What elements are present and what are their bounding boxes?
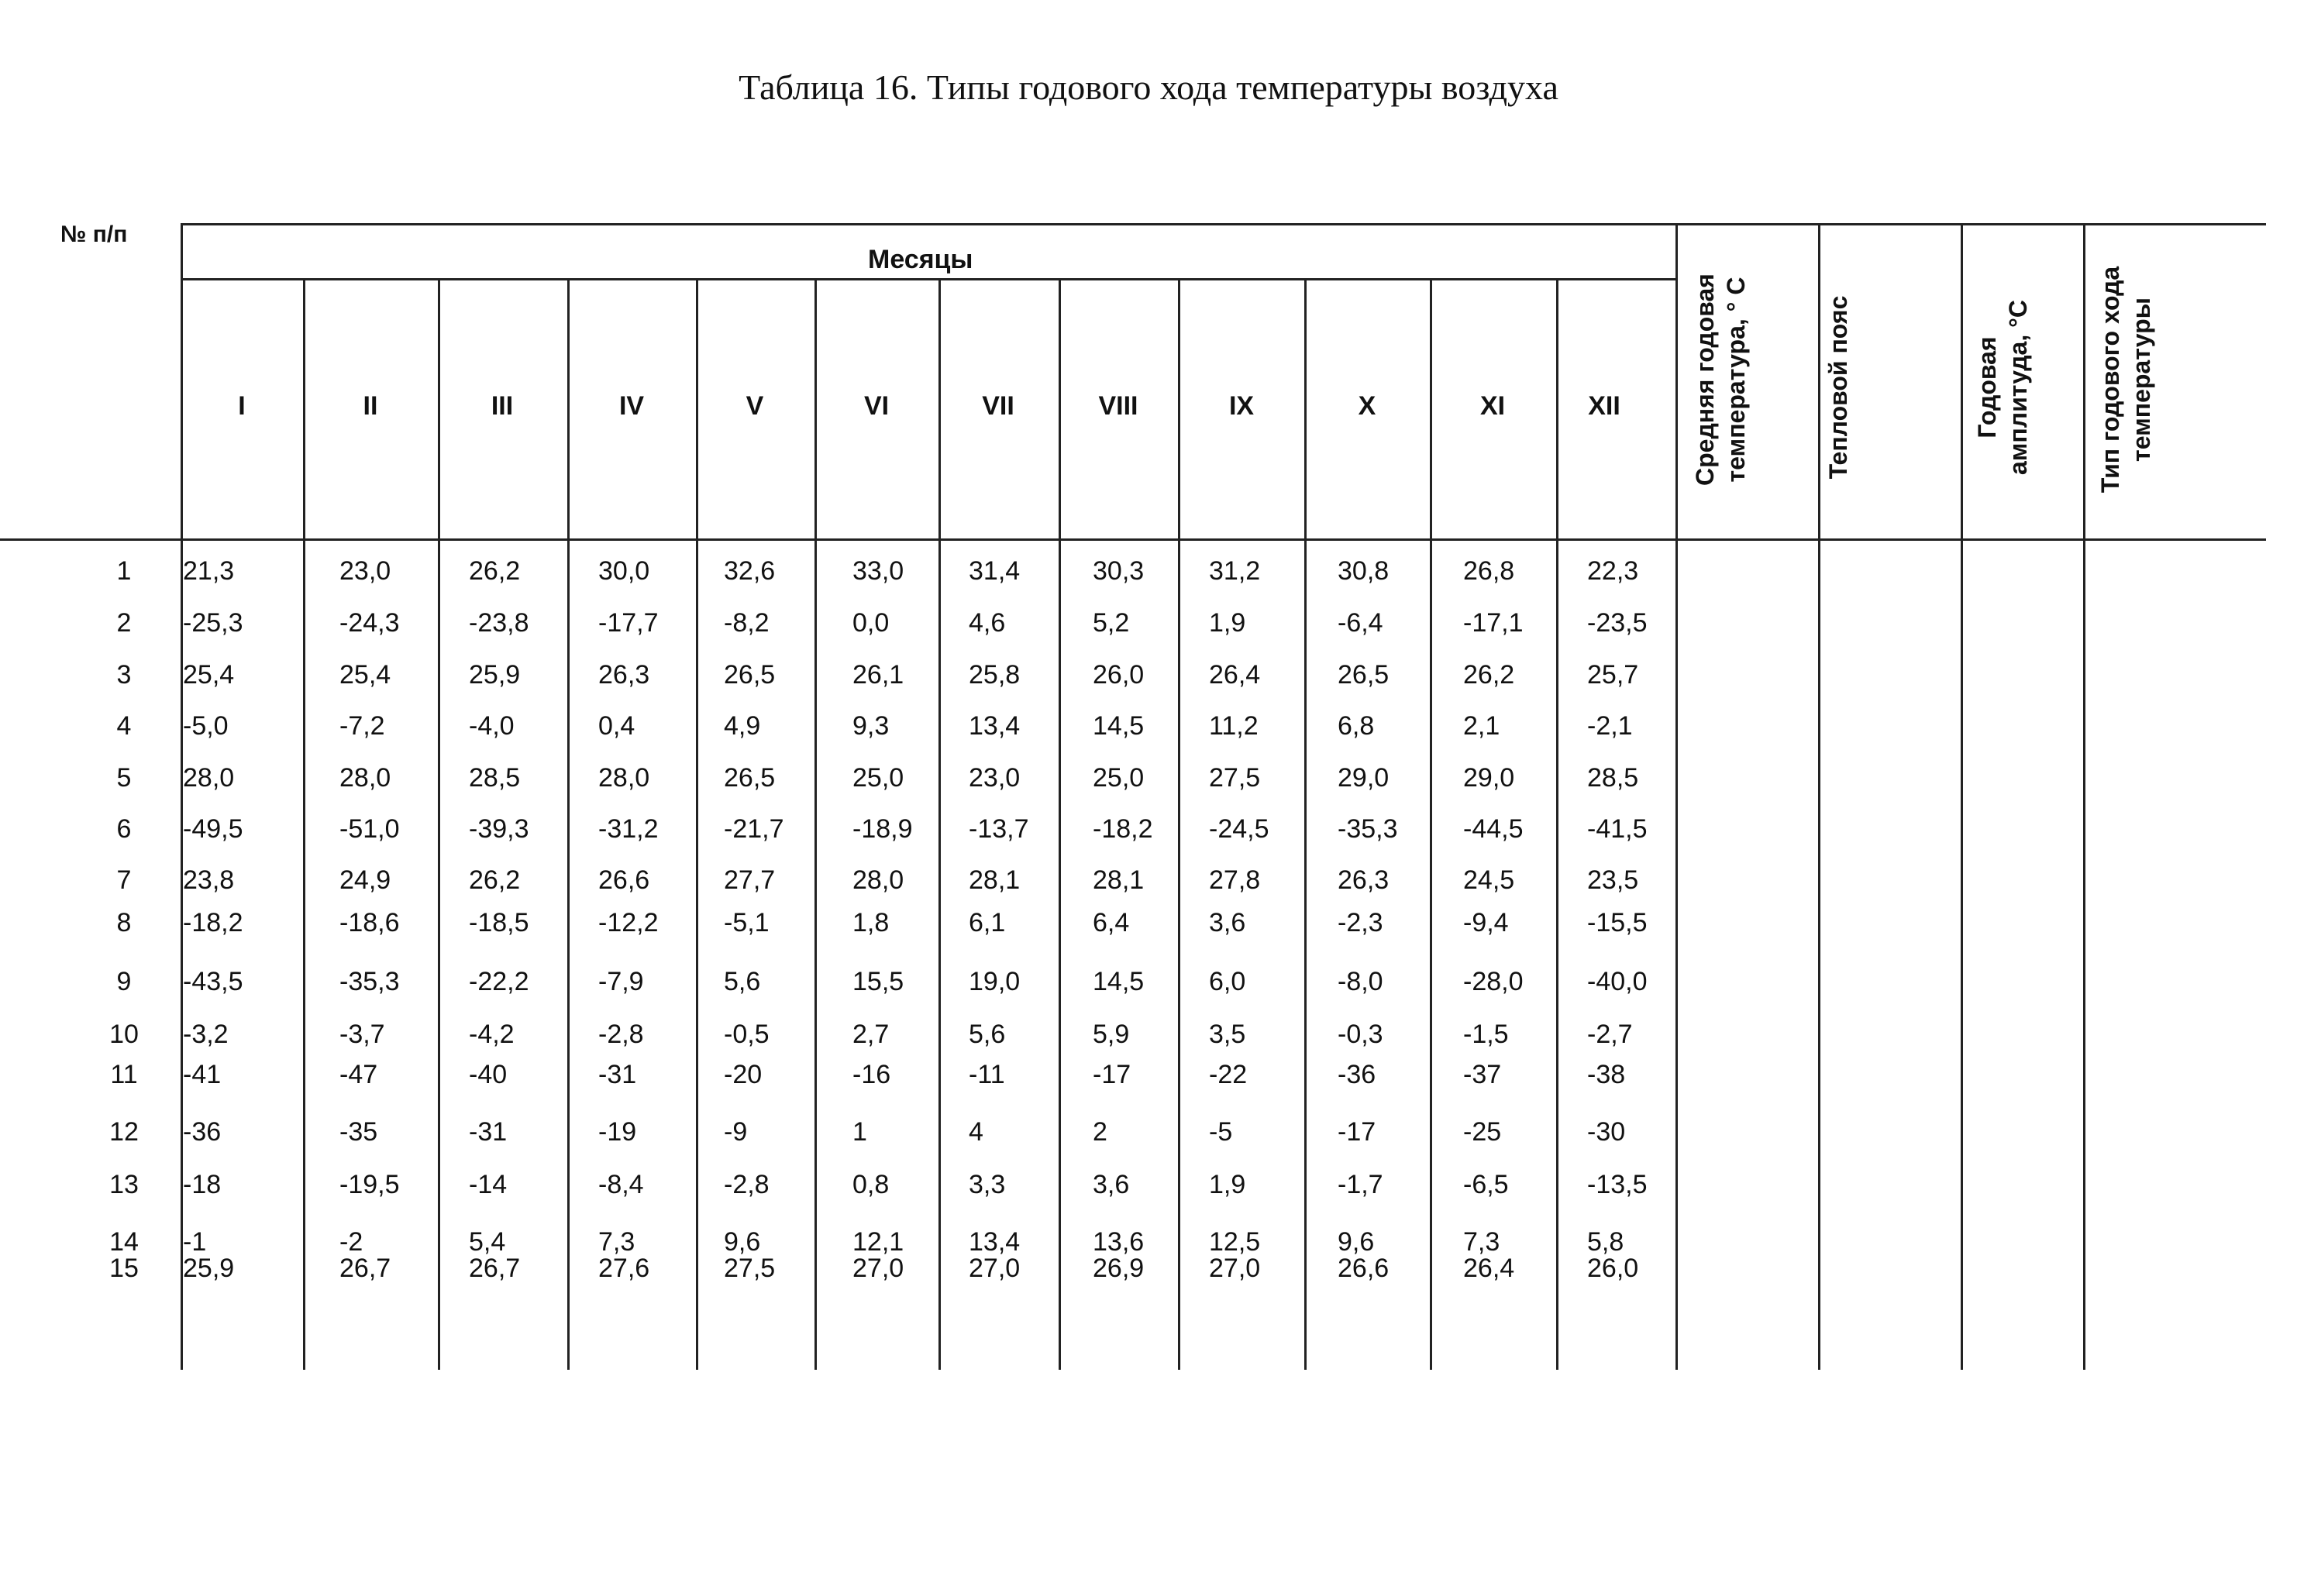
- table-cell: 26,4: [1209, 660, 1261, 690]
- col-divider: [1818, 223, 1820, 1370]
- table-cell: 27,8: [1209, 865, 1261, 895]
- table-title: Таблица 16. Типы годового хода температуры воздуха: [739, 67, 1558, 107]
- table-cell: -31,2: [598, 814, 659, 844]
- table-cell: -17,7: [598, 608, 659, 638]
- table-cell: -18,9: [852, 814, 913, 844]
- table-cell: -18,6: [339, 908, 400, 937]
- table-cell: 28,1: [969, 865, 1021, 895]
- table-cell: 7,3: [598, 1227, 635, 1257]
- table-cell: -19,5: [339, 1170, 400, 1199]
- table-cell: 1,9: [1209, 1170, 1246, 1199]
- table-cell: 4,6: [969, 608, 1006, 638]
- table-cell: 25,0: [1093, 763, 1145, 793]
- table-cell: -6,4: [1338, 608, 1383, 638]
- table-cell: -7,2: [339, 711, 385, 741]
- table-cell: -5,1: [724, 908, 770, 937]
- table-cell: 21,3: [183, 556, 235, 586]
- month-col-divider: [1304, 278, 1307, 1370]
- table-cell: -22: [1209, 1060, 1248, 1089]
- table-cell: 5,8: [1587, 1227, 1624, 1257]
- row-number: 6: [116, 814, 132, 844]
- table-cell: 26,5: [1338, 660, 1390, 690]
- table-cell: -4,0: [469, 711, 515, 741]
- table-top-rule: [181, 223, 2266, 225]
- table-cell: 14,5: [1093, 711, 1145, 741]
- table-cell: 9,6: [724, 1227, 761, 1257]
- table-cell: 25,9: [183, 1254, 235, 1283]
- row-number: 13: [109, 1170, 139, 1199]
- table-cell: -9: [724, 1117, 748, 1147]
- table-cell: 0,0: [852, 608, 890, 638]
- table-cell: -19: [598, 1117, 637, 1147]
- thermal-belt-header: Тепловой пояс: [1824, 295, 1852, 480]
- row-number: 1: [116, 556, 132, 586]
- table-cell: 3,5: [1209, 1020, 1246, 1049]
- table-cell: -11: [969, 1060, 1005, 1089]
- annual-amplitude-header: Годовая амплитуда, °С: [1973, 299, 2032, 476]
- table-cell: 25,0: [852, 763, 904, 793]
- table-cell: 28,5: [469, 763, 521, 793]
- table-cell: 12,1: [852, 1227, 904, 1257]
- table-cell: 26,3: [598, 660, 650, 690]
- table-cell: 6,0: [1209, 967, 1246, 996]
- table-cell: 23,5: [1587, 865, 1639, 895]
- table-cell: 26,5: [724, 763, 776, 793]
- header-bottom-rule: [0, 538, 2266, 541]
- table-cell: 25,9: [469, 660, 521, 690]
- table-cell: 4: [969, 1117, 983, 1147]
- table-cell: -40,0: [1587, 967, 1648, 996]
- month-header: XI: [1479, 391, 1506, 421]
- month-col-divider: [814, 278, 817, 1370]
- table-cell: 27,0: [969, 1254, 1021, 1283]
- table-cell: 2,7: [852, 1020, 890, 1049]
- table-cell: -25: [1463, 1117, 1502, 1147]
- table-cell: 25,8: [969, 660, 1021, 690]
- table-cell: -41: [183, 1060, 222, 1089]
- table-cell: -1,7: [1338, 1170, 1383, 1199]
- row-number: 10: [109, 1020, 139, 1049]
- table-cell: -13,5: [1587, 1170, 1648, 1199]
- table-cell: -17: [1338, 1117, 1376, 1147]
- month-header: XII: [1588, 391, 1620, 421]
- table-cell: -38: [1587, 1060, 1626, 1089]
- table-cell: 1,9: [1209, 608, 1246, 638]
- months-subheader-rule: [181, 278, 1675, 280]
- table-cell: -35: [339, 1117, 378, 1147]
- table-cell: 5,6: [969, 1020, 1006, 1049]
- table-cell: 4,9: [724, 711, 761, 741]
- table-cell: 5,4: [469, 1227, 506, 1257]
- col-divider: [2083, 223, 2085, 1370]
- table-cell: 13,4: [969, 711, 1021, 741]
- month-header: VI: [863, 391, 890, 421]
- month-col-divider: [1556, 278, 1558, 1370]
- table-cell: -8,0: [1338, 967, 1383, 996]
- table-cell: -43,5: [183, 967, 243, 996]
- table-cell: -24,5: [1209, 814, 1269, 844]
- table-cell: 5,6: [724, 967, 761, 996]
- table-cell: -49,5: [183, 814, 243, 844]
- table-cell: 28,0: [183, 763, 235, 793]
- month-header: V: [746, 391, 764, 421]
- table-cell: -8,2: [724, 608, 770, 638]
- table-cell: 28,1: [1093, 865, 1145, 895]
- table-cell: 30,3: [1093, 556, 1145, 586]
- table-cell: -6,5: [1463, 1170, 1509, 1199]
- table-cell: 23,0: [339, 556, 391, 586]
- table-cell: -13,7: [969, 814, 1029, 844]
- table-cell: -31: [598, 1060, 637, 1089]
- table-cell: 26,8: [1463, 556, 1515, 586]
- table-cell: -15,5: [1587, 908, 1648, 937]
- table-cell: 25,4: [183, 660, 235, 690]
- table-cell: -5: [1209, 1117, 1233, 1147]
- table-cell: -17: [1093, 1060, 1131, 1089]
- months-header: Месяцы: [868, 245, 973, 274]
- table-cell: 12,5: [1209, 1227, 1261, 1257]
- month-header: VIII: [1098, 391, 1138, 421]
- table-cell: -2,3: [1338, 908, 1383, 937]
- table-cell: 26,2: [1463, 660, 1515, 690]
- table-cell: -44,5: [1463, 814, 1524, 844]
- table-cell: -35,3: [339, 967, 400, 996]
- row-number: 4: [116, 711, 132, 741]
- table-cell: 6,4: [1093, 908, 1130, 937]
- table-cell: 22,3: [1587, 556, 1639, 586]
- table-cell: 27,5: [1209, 763, 1261, 793]
- table-cell: 30,0: [598, 556, 650, 586]
- month-header: VII: [982, 391, 1014, 421]
- table-cell: 23,8: [183, 865, 235, 895]
- month-header: IV: [618, 391, 645, 421]
- col-divider: [1961, 223, 1963, 1370]
- table-cell: -18,2: [1093, 814, 1153, 844]
- row-number: 2: [116, 608, 132, 638]
- table-cell: 24,9: [339, 865, 391, 895]
- table-cell: -4,2: [469, 1020, 515, 1049]
- table-cell: -3,2: [183, 1020, 229, 1049]
- table-cell: -31: [469, 1117, 508, 1147]
- table-cell: 7,3: [1463, 1227, 1500, 1257]
- table-cell: -18: [183, 1170, 222, 1199]
- table-cell: 14,5: [1093, 967, 1145, 996]
- table-cell: 29,0: [1338, 763, 1390, 793]
- month-col-divider: [438, 278, 440, 1370]
- table-cell: 28,0: [598, 763, 650, 793]
- month-col-divider: [1059, 278, 1061, 1370]
- number-column-header: № п/п: [60, 222, 128, 247]
- table-cell: 30,8: [1338, 556, 1390, 586]
- table-cell: 6,8: [1338, 711, 1375, 741]
- table-cell: -51,0: [339, 814, 400, 844]
- table-cell: 26,0: [1587, 1254, 1639, 1283]
- table-cell: -40: [469, 1060, 508, 1089]
- row-number: 7: [116, 865, 132, 895]
- table-cell: 26,6: [598, 865, 650, 895]
- table-cell: 26,6: [1338, 1254, 1390, 1283]
- table-cell: 31,2: [1209, 556, 1261, 586]
- table-cell: 26,3: [1338, 865, 1390, 895]
- col-divider: [1675, 223, 1678, 1370]
- row-number: 12: [109, 1117, 139, 1147]
- table-cell: -17,1: [1463, 608, 1524, 638]
- table-cell: -39,3: [469, 814, 529, 844]
- table-cell: -14: [469, 1170, 508, 1199]
- table-cell: 6,1: [969, 908, 1006, 937]
- table-cell: -2,1: [1587, 711, 1633, 741]
- table-cell: -1,5: [1463, 1020, 1509, 1049]
- table-cell: -2,7: [1587, 1020, 1633, 1049]
- table-cell: -28,0: [1463, 967, 1524, 996]
- table-cell: 27,0: [852, 1254, 904, 1283]
- table-cell: 3,6: [1209, 908, 1246, 937]
- table-cell: 25,7: [1587, 660, 1639, 690]
- table-cell: 13,4: [969, 1227, 1021, 1257]
- table-cell: -20: [724, 1060, 763, 1089]
- table-cell: -5,0: [183, 711, 229, 741]
- month-header: III: [491, 391, 514, 421]
- table-cell: -2: [339, 1227, 363, 1257]
- course-type-header: Тип годового хода температуры: [2096, 266, 2155, 494]
- table-cell: 28,0: [852, 865, 904, 895]
- table-cell: 27,6: [598, 1254, 650, 1283]
- avg-temperature-header: Средняя годовая температура, ° С: [1691, 273, 1750, 486]
- table-cell: 26,9: [1093, 1254, 1145, 1283]
- table-cell: 31,4: [969, 556, 1021, 586]
- table-cell: -37: [1463, 1060, 1502, 1089]
- table-cell: -36: [1338, 1060, 1376, 1089]
- table-cell: 26,1: [852, 660, 904, 690]
- table-cell: 2: [1093, 1117, 1107, 1147]
- table-cell: 11,2: [1209, 711, 1259, 741]
- table-cell: -25,3: [183, 608, 243, 638]
- table-cell: 2,1: [1463, 711, 1500, 741]
- table-cell: 24,5: [1463, 865, 1515, 895]
- month-header: X: [1358, 391, 1376, 421]
- row-number: 15: [109, 1254, 139, 1283]
- table-cell: -16: [852, 1060, 891, 1089]
- table-cell: 3,6: [1093, 1170, 1130, 1199]
- month-col-divider: [303, 278, 305, 1370]
- table-cell: 29,0: [1463, 763, 1515, 793]
- table-cell: -18,2: [183, 908, 243, 937]
- table-cell: -18,5: [469, 908, 529, 937]
- table-cell: 0,8: [852, 1170, 890, 1199]
- table-cell: -1: [183, 1227, 207, 1257]
- table-cell: 32,6: [724, 556, 776, 586]
- table-cell: 5,9: [1093, 1020, 1130, 1049]
- table-cell: 25,4: [339, 660, 391, 690]
- month-col-divider: [938, 278, 941, 1370]
- table-cell: 28,0: [339, 763, 391, 793]
- table-cell: -3,7: [339, 1020, 385, 1049]
- row-number: 14: [109, 1227, 139, 1257]
- table-cell: 26,0: [1093, 660, 1145, 690]
- table-cell: 5,2: [1093, 608, 1130, 638]
- table-cell: 26,2: [469, 865, 521, 895]
- table-cell: 26,7: [339, 1254, 391, 1283]
- table-cell: -47: [339, 1060, 378, 1089]
- table-cell: 26,2: [469, 556, 521, 586]
- table-cell: 27,7: [724, 865, 776, 895]
- row-number: 11: [110, 1060, 138, 1089]
- table-cell: -0,3: [1338, 1020, 1383, 1049]
- table-cell: 27,5: [724, 1254, 776, 1283]
- month-header: IX: [1228, 391, 1255, 421]
- table-cell: -24,3: [339, 608, 400, 638]
- table-cell: -8,4: [598, 1170, 644, 1199]
- table-cell: 28,5: [1587, 763, 1639, 793]
- table-cell: 26,4: [1463, 1254, 1515, 1283]
- table-cell: -12,2: [598, 908, 659, 937]
- month-col-divider: [1178, 278, 1180, 1370]
- row-number: 8: [116, 908, 132, 937]
- month-col-divider: [696, 278, 698, 1370]
- table-cell: 15,5: [852, 967, 904, 996]
- month-header: II: [363, 391, 378, 421]
- table-cell: 26,5: [724, 660, 776, 690]
- table-cell: 26,7: [469, 1254, 521, 1283]
- table-cell: -41,5: [1587, 814, 1648, 844]
- table-cell: 19,0: [969, 967, 1021, 996]
- table-cell: -23,8: [469, 608, 529, 638]
- table-cell: 0,4: [598, 711, 635, 741]
- month-col-divider: [1430, 278, 1432, 1370]
- table-cell: 3,3: [969, 1170, 1006, 1199]
- table-cell: 23,0: [969, 763, 1021, 793]
- table-cell: -23,5: [1587, 608, 1648, 638]
- table-cell: -9,4: [1463, 908, 1509, 937]
- month-col-divider: [567, 278, 570, 1370]
- row-number: 5: [116, 763, 132, 793]
- table-cell: 1: [852, 1117, 867, 1147]
- table-cell: 9,6: [1338, 1227, 1375, 1257]
- table-cell: -36: [183, 1117, 222, 1147]
- table-cell: -22,2: [469, 967, 529, 996]
- table-cell: 33,0: [852, 556, 904, 586]
- table-cell: -2,8: [724, 1170, 770, 1199]
- table-cell: 13,6: [1093, 1227, 1145, 1257]
- table-cell: -21,7: [724, 814, 784, 844]
- table-cell: -30: [1587, 1117, 1626, 1147]
- table-cell: -2,8: [598, 1020, 644, 1049]
- row-number: 3: [116, 660, 132, 690]
- month-header: I: [238, 391, 246, 421]
- table-cell: -35,3: [1338, 814, 1398, 844]
- table-cell: 1,8: [852, 908, 890, 937]
- table-cell: 27,0: [1209, 1254, 1261, 1283]
- table-cell: -0,5: [724, 1020, 770, 1049]
- table-cell: -7,9: [598, 967, 644, 996]
- row-number: 9: [116, 967, 132, 996]
- table-cell: 9,3: [852, 711, 890, 741]
